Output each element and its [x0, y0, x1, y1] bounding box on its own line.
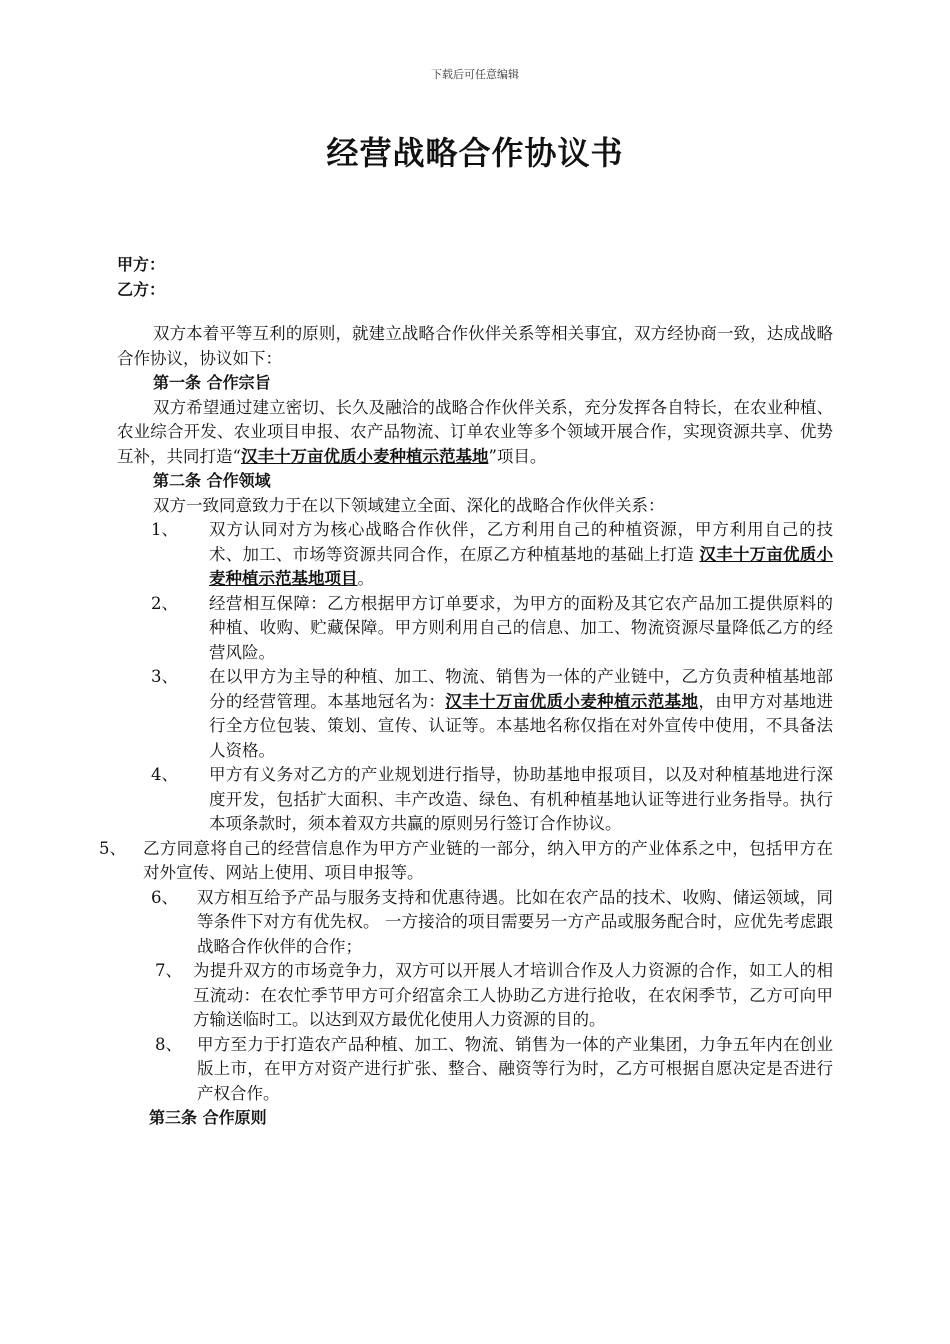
list-item	[117, 592, 833, 666]
party-b-label: 乙方：	[117, 280, 166, 299]
article-2-lead: 双方一致同意致力于在以下领域建立全面、深化的战略合作伙伴关系：	[153, 495, 665, 515]
article-2-heading: 第二条 合作领域	[153, 471, 271, 490]
party-a-label: 甲方：	[117, 255, 166, 274]
list-item	[117, 665, 833, 763]
header-note: 下载后可任意编辑	[431, 68, 519, 81]
list-text: 经营相互保障：乙方根据甲方订单要求，为甲方的面粉及其它农产品加工提供原料的种植、收购、贮藏保障。甲方则利用自己的信息、加工、物流资源尽量降低乙方的经营风险。	[209, 593, 833, 662]
article-1-heading: 第一条 合作宗旨	[153, 373, 271, 392]
article-1-text-after: ”项目。	[488, 446, 547, 466]
article-1-text	[117, 396, 833, 470]
list-number: 7、	[155, 961, 182, 980]
list-number: 5、	[99, 838, 126, 858]
list-text: 双方认同对方为核心战略合作伙伴，乙方利用自己的种植资源，甲方利用自己的技术、加工、市场等资源共同合作，在原乙方种植基地的基础上打造	[209, 520, 833, 564]
list-number: 8、	[155, 1034, 182, 1054]
list-text: 甲方有义务对乙方的产业规划进行指导，协助基地申报项目，以及对种植基地进行深度开发，包括扩大面积、丰产改造、绿色、有机种植基地认证等进行业务指导。执行本项条款时，须本着双方共赢的原则另行签订合作协议。	[209, 765, 833, 833]
list-item	[117, 959, 833, 1033]
list-text: 甲方至力于打造农产品种植、加工、物流、销售为一体的产业集团，力争五年内在创业版上市，在甲方对资产进行扩张、整合、融资等行为时，乙方可根据自愿决定是否进行产权合作。	[197, 1034, 833, 1103]
article-1-text-before: 双方希望通过建立密切、长久及融洽的战略合作伙伴关系，充分发挥各自特长，在农业种植、农业综合开发、农业项目申报、农产品物流、订单农业等多个领域开展合作，实现资源共享、优势互补，共同打造“	[117, 397, 833, 466]
list-item	[117, 886, 833, 960]
list-highlight: 汉丰十万亩优质小麦种植示范基地	[445, 691, 699, 711]
list-highlight: 汉丰十万亩优质小麦种植示范基地项目	[209, 544, 833, 588]
list-item	[117, 1033, 833, 1107]
list-item	[117, 763, 833, 837]
list-text: 在以甲方为主导的种植、加工、物流、销售为一体的产业链中，乙方负责种植基地部分的经营管理。本基地冠名为：	[209, 667, 833, 711]
article-3-heading: 第三条 合作原则	[149, 1108, 267, 1127]
list-number: 6、	[151, 887, 178, 907]
list-number: 1、	[151, 520, 178, 539]
list-text-after: 。	[357, 569, 374, 588]
list-item	[81, 837, 833, 886]
list-text-after: ，由甲方对基地进行全方位包装、策划、宣传、认证等。本基地名称仅指在对外宣传中使用，不具备法人资格。	[209, 691, 833, 760]
article-1-highlight: 汉丰十万亩优质小麦种植示范基地	[240, 446, 489, 466]
agreement-body	[99, 322, 833, 1131]
list-number: 3、	[151, 667, 178, 686]
list-number: 4、	[151, 765, 178, 784]
document-title: 经营战略合作协议书	[326, 134, 624, 172]
list-text: 乙方同意将自己的经营信息作为甲方产业链的一部分，纳入甲方的产业体系之中，包括甲方在对外宣传、网站上使用、项目申报等。	[143, 838, 833, 882]
list-number: 2、	[151, 593, 178, 613]
list-item	[117, 518, 833, 592]
list-text: 为提升双方的市场竞争力，双方可以开展人才培训合作及人力资源的合作，如工人的相互流动：在农忙季节甲方可介绍富余工人协助乙方进行抢收，在农闲季节，乙方可向甲方输送临时工。以达到双方最优化使用人力资源的目的。	[193, 961, 833, 1029]
list-text: 双方相互给予产品与服务支持和优惠待遇。比如在农产品的技术、收购、储运领域，同等条件下对方有优先权。 一方接洽的项目需要另一方产品或服务配合时，应优先考虑跟战略合作伙伴的合作；	[197, 887, 833, 956]
intro-paragraph: 双方本着平等互利的原则，就建立战略合作伙伴关系等相关事宜，双方经协商一致，达成战略合作协议，协议如下：	[117, 324, 833, 368]
